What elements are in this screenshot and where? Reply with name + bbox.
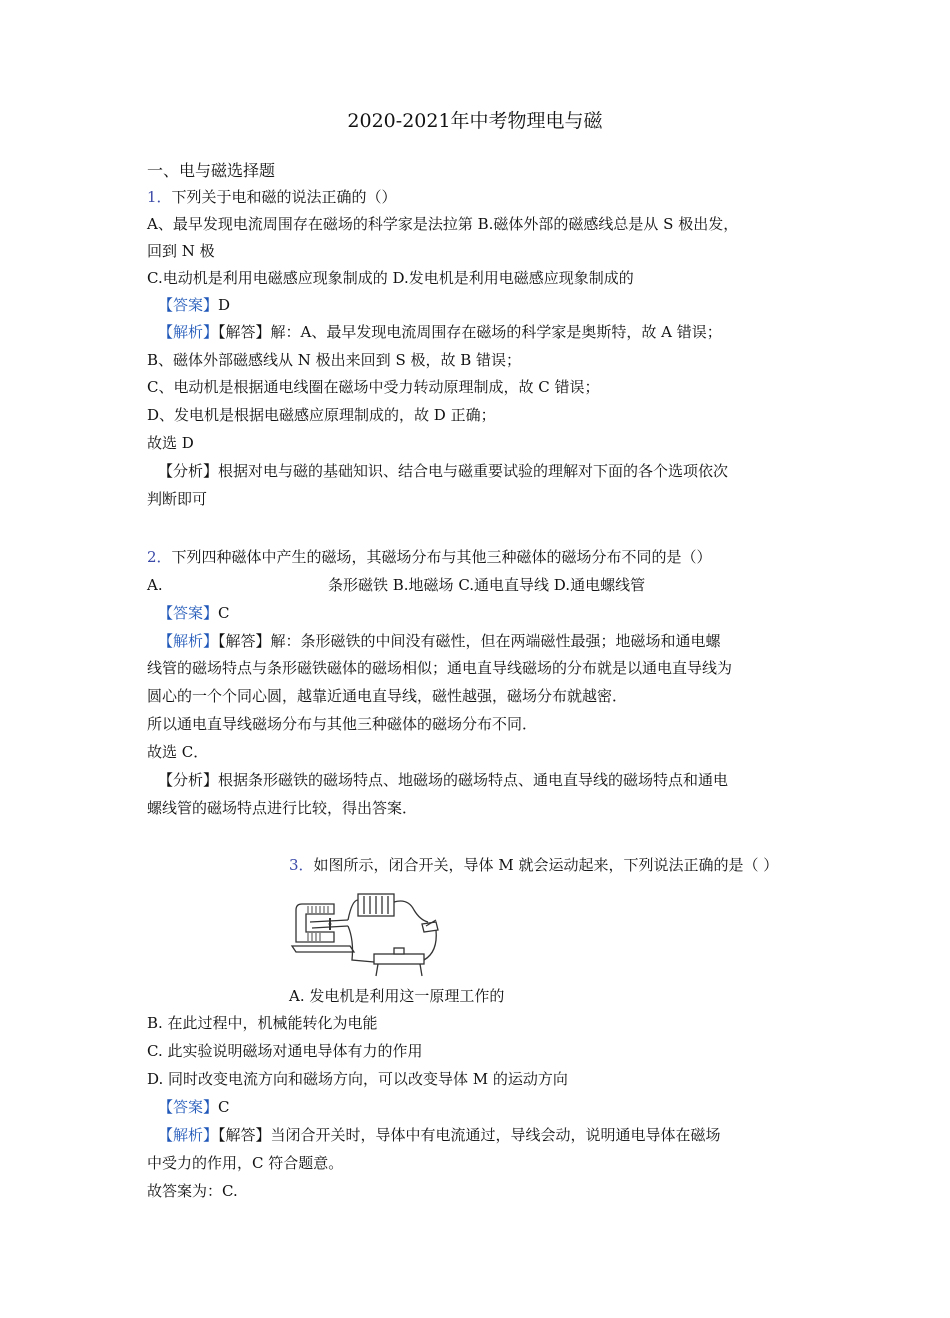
q2-options-rest: 条形磁铁 B.地磁场 C.通电直导线 D.通电螺线管 — [328, 576, 646, 594]
q2-stem: 下列四种磁体中产生的磁场，其磁场分布与其他三种磁体的磁场分布不同的是（） — [171, 548, 712, 566]
q1-fenxi-line1: 【分析】根据对电与磁的基础知识、结合电与磁重要试验的理解对下面的各个选项依次 — [158, 462, 729, 480]
q2-analysis-line2: 线管的磁场特点与条形磁铁磁体的磁场相似；通电直导线磁场的分布就是以通电直导线为 — [147, 659, 733, 677]
q1-analysis-line2: B、磁体外部磁感线从 N 极出来回到 S 极，故 B 错误； — [147, 351, 522, 369]
q1-analysis-line4: D、发电机是根据电磁感应原理制成的，故 D 正确； — [147, 406, 496, 424]
q2-fenxi-line2: 螺线管的磁场特点进行比较，得出答案． — [147, 799, 418, 817]
q3-stem: 如图所示，闭合开关，导体 M 就会运动起来，下列说法正确的是（ ） — [313, 856, 779, 874]
q2-number: 2． — [147, 548, 172, 566]
q1-options-line2: 回到 N 极 — [147, 242, 215, 260]
q1-analysis-line1 — [158, 321, 722, 343]
q3-option-a: A. 发电机是利用这一原理工作的 — [289, 987, 505, 1005]
q1-options-line1: A、最早发现电流周围存在磁场的科学家是法拉第 B.磁体外部的磁感线总是从 S 极出发， — [147, 215, 739, 233]
q3-analysis-line1 — [158, 1124, 721, 1146]
q1-answer-value: D — [218, 296, 231, 314]
q1-stem: 下列关于电和磁的说法正确的（） — [171, 188, 397, 206]
q1-stem-line — [147, 186, 397, 208]
q3-analysis-tag: 【解析】 — [158, 1126, 219, 1144]
section-heading: 一、电与磁选择题 — [147, 161, 276, 180]
circuit-diagram — [290, 880, 440, 978]
q3-answer — [158, 1096, 230, 1118]
q1-analysis-text1: 【解答】解：A、最早发现电流周围存在磁场的科学家是奥斯特，故 A 错误； — [218, 323, 722, 341]
q2-analysis-line5: 故选 C． — [147, 743, 209, 761]
q3-stem-line — [289, 854, 778, 876]
q2-option-a: A. — [147, 576, 163, 594]
q3-answer-tag: 【答案】 — [158, 1098, 219, 1116]
q2-stem-line — [147, 546, 712, 568]
q2-fenxi-line1: 【分析】根据条形磁铁的磁场特点、地磁场的磁场特点、通电直导线的磁场特点和通电 — [158, 771, 729, 789]
q1-fenxi-line2: 判断即可 — [147, 490, 208, 508]
q2-analysis-line3: 圆心的一个个同心圆，越靠近通电直导线，磁性越强，磁场分布就越密． — [147, 687, 628, 705]
q1-analysis-line3: C、电动机是根据通电线圈在磁场中受力转动原理制成，故 C 错误； — [147, 378, 600, 396]
q3-analysis-line3: 故答案为：C. — [147, 1182, 238, 1200]
q2-analysis-line4: 所以通电直导线磁场分布与其他三种磁体的磁场分布不同． — [147, 715, 538, 733]
q2-analysis-text1: 【解答】解：条形磁铁的中间没有磁性，但在两端磁性最强；地磁场和通电螺 — [218, 632, 721, 650]
q3-option-b: B. 在此过程中，机械能转化为电能 — [147, 1014, 378, 1032]
q1-options-line3: C.电动机是利用电磁感应现象制成的 D.发电机是利用电磁感应现象制成的 — [147, 269, 634, 287]
q2-answer — [158, 602, 230, 624]
document-title: 2020-2021年中考物理电与磁 — [347, 110, 603, 132]
q1-answer — [158, 294, 230, 316]
q3-option-d: D. 同时改变电流方向和磁场方向，可以改变导体 M 的运动方向 — [147, 1070, 568, 1088]
q1-analysis-line5: 故选 D — [147, 434, 194, 452]
q3-analysis-text1: 【解答】当闭合开关时，导体中有电流通过，导线会动，说明通电导体在磁场 — [218, 1126, 721, 1144]
q3-answer-value: C — [218, 1098, 230, 1116]
q3-option-c: C. 此实验说明磁场对通电导体有力的作用 — [147, 1042, 423, 1060]
q1-analysis-tag: 【解析】 — [158, 323, 219, 341]
q1-number: 1． — [147, 188, 172, 206]
q2-answer-value: C — [218, 604, 230, 622]
q3-analysis-line2: 中受力的作用，C 符合题意。 — [147, 1154, 344, 1172]
q1-answer-tag: 【答案】 — [158, 296, 219, 314]
q2-analysis-line1 — [158, 630, 721, 652]
q2-analysis-tag: 【解析】 — [158, 632, 219, 650]
q3-number: 3． — [289, 856, 314, 874]
q2-answer-tag: 【答案】 — [158, 604, 219, 622]
